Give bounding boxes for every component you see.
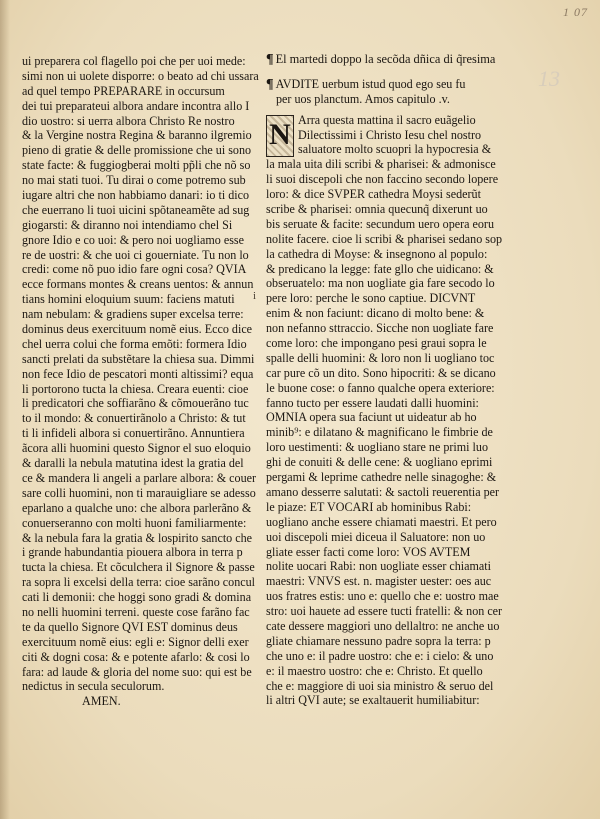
text-line: uoi discepoli miei diceua il Saluatore: non uo bbox=[266, 529, 486, 544]
sermon-heading-text: El martedi doppo la secõda dñica di q̃resima bbox=[275, 52, 496, 66]
left-column bbox=[22, 54, 258, 709]
text-line: conuerseranno con molti huoni familiarmente: bbox=[22, 515, 247, 530]
intro-line bbox=[266, 77, 516, 92]
text-line: chel uerra colui che forma emõti: formera Idio bbox=[22, 336, 247, 351]
text-line: obseruatelo: ma non uogliate gia fare secodo lo bbox=[266, 276, 495, 291]
pilcrow-mark: ¶ bbox=[266, 52, 274, 67]
text-line: citi & dogni cosa: & e potente afarlo: & cosi lo bbox=[22, 649, 250, 664]
text-line: ui preparera col flagello poi che per uoi mede: bbox=[22, 54, 246, 68]
text-line: bis seruate & facite: secundum uero opera eoru bbox=[266, 216, 495, 231]
text-line: gliate esser facti come loro: VOS AVTEM bbox=[266, 544, 471, 559]
text-line: uogliano anche essere chiamati maestri. Et pero bbox=[266, 514, 497, 529]
left-column-text bbox=[22, 54, 258, 694]
text-line: tians homini eloquium suum: faciens matuti bbox=[22, 292, 235, 307]
text-line: dei tui preparateui albora andare incontra allo I bbox=[22, 98, 250, 113]
text-line: gliate chiamare nessuno padre sopra la terra: p bbox=[266, 633, 491, 648]
text-line: maestri: VNVS est. n. magister uester: oes auc bbox=[266, 574, 492, 589]
text-line: te da quello Signore QVI EST dominus deus bbox=[22, 619, 238, 634]
text-line: enim & non faciunt: dicano di molto bene: & bbox=[266, 306, 485, 321]
text-line: nam nebulam: & gradiens super excelsa terre: bbox=[22, 307, 244, 322]
text-line: minib⁹: e dilatano & magnificano le fimbrie de bbox=[266, 425, 493, 440]
text-line: ãcora alli huomini questo Signor el suo eloquio bbox=[22, 441, 251, 456]
text-line: uos fratres estis: uno e: quello che e: uostro mae bbox=[266, 589, 499, 604]
initial-line: Arra questa mattina il sacro euãgelio bbox=[298, 112, 476, 127]
text-line: sare colli huomini, non ti marauigliare se adesso bbox=[22, 485, 256, 500]
text-line: sancti prelati da substẽtare la chiesa sua. Dimmi bbox=[22, 351, 255, 366]
text-line: non nefanno sttraccio. Sicche non uogliate fare bbox=[266, 321, 494, 336]
text-line: gnore Idio e co uoi: & pero noi uogliamo esse bbox=[22, 232, 245, 247]
text-line: le buone cose: o fanno qualche opera exteriore: bbox=[266, 380, 495, 395]
text-line: loro uestimenti: & uogliano stare ne primi luo bbox=[266, 440, 489, 455]
text-line: credi: come nõ puo idio fare ogni cosa? QVIA bbox=[22, 262, 247, 277]
right-column-text bbox=[266, 157, 516, 708]
text-line: spalle delli huomini: & loro non li uogliano toc bbox=[266, 350, 495, 365]
text-line: nedictus in secula seculorum. bbox=[22, 679, 165, 694]
text-line: amano desserre salutati: & sactoli reuerentia per bbox=[266, 484, 500, 499]
text-line: le piaze: ET VOCARI ab hominibus Rabi: bbox=[266, 499, 472, 514]
text-line: la mala uita dili scribi & pharisei: & admonisce bbox=[266, 157, 496, 172]
text-line: cati li demonii: che hoggi sono gradi & domina bbox=[22, 590, 252, 605]
text-line: li predicatori che soffiarãno & cõmouerãno tuc bbox=[22, 396, 249, 411]
text-line: nolite facere. cioe li scribi & pharisei sedano sop bbox=[266, 231, 503, 246]
text-line: che uno e: il padre uostro: che e: i cielo: & uno bbox=[266, 648, 494, 663]
text-line: ce & mandera li angeli a parlare albora: & couer bbox=[22, 470, 257, 485]
text-line: state facte: & fuggiogberai molti pp̃li che nõ so bbox=[22, 158, 251, 173]
text-line: re de uostri: & che uoi ci gouerniate. Tu non lo bbox=[22, 247, 249, 262]
text-line: stro: uoi hauete ad essere tucti fratelli: & non cer bbox=[266, 604, 503, 619]
text-line: fanno tucto per essere laudati dalli huomini: bbox=[266, 395, 479, 410]
text-line: i grande habundantia piouera albora in terra p bbox=[22, 545, 243, 560]
text-line: ra sopra li excelsi della terra: cioe sarãno concul bbox=[22, 575, 256, 590]
text-line: scribe & pharisei: omnia quecunq̃ dixerunt uo bbox=[266, 202, 488, 217]
intro-line: per uos planctum. Amos capitulo .v. bbox=[276, 91, 450, 106]
text-line: car pure cõ un dito. Sono hipocriti: & se dicano bbox=[266, 365, 496, 380]
text-line: dominus deus exercituum nomẽ eius. Ecco dice bbox=[22, 322, 253, 337]
text-line: exercituum nomẽ eius: egli e: Signor delli exer bbox=[22, 634, 249, 649]
text-line: simi non ui uolete disporre: o beato ad chi ussara bbox=[22, 68, 259, 83]
text-line: & daralli la nebula matutina idest la gratia del bbox=[22, 456, 244, 471]
text-line: che euerrano li tuoi uicini spõtaneamẽte ad sug bbox=[22, 202, 250, 217]
text-line: la cathedra di Moyse: & insegnono al populo: bbox=[266, 246, 488, 261]
text-line: che e: maggiore di uoi sia ministro & seruo del bbox=[266, 678, 494, 693]
text-line: to il mondo: & conuertirãnolo a Christo: & tut bbox=[22, 411, 246, 426]
text-line: iugare altri che non habbiamo danari: io ti dico bbox=[22, 188, 250, 203]
text-line: & predicano la legge: fate gllo che uidicano: & bbox=[266, 261, 494, 276]
folio-number: 1 07 bbox=[563, 5, 588, 19]
text-line: come loro: che impongano pesi graui sopra le bbox=[266, 336, 487, 351]
text-line: eparlano a qualche uno: che albora parlerãno & bbox=[22, 500, 252, 515]
text-line: e: il maestro uostro: che e: Christo. Et quello bbox=[266, 663, 483, 678]
pilcrow-mark: ¶ bbox=[266, 76, 274, 92]
text-line: cate dessere maggiori uno dellaltro: ne anche uo bbox=[266, 618, 500, 633]
intro-line-text: AVDITE uerbum istud quod ego seu fu bbox=[275, 76, 466, 91]
text-line: non fece Idio de pescatori monti altissimi? equa bbox=[22, 366, 254, 381]
heading-gap bbox=[266, 67, 516, 77]
margin-mark: i bbox=[253, 290, 257, 302]
initial-line: Dilectissimi i Christo Iesu chel nostro bbox=[298, 127, 482, 142]
sermon-heading bbox=[266, 52, 516, 67]
text-line: tucta la chiesa. Et cõculchera il Signore & passe bbox=[22, 560, 255, 575]
text-line: fara: ad laude & gloria del nome suo: qui est be bbox=[22, 664, 252, 679]
page-edge-shadow bbox=[0, 0, 10, 819]
text-line: ad quel tempo PREPARARE in occursum bbox=[22, 83, 225, 98]
text-line: dio uostro: si uerra albora Christo Re nostro bbox=[22, 113, 235, 128]
text-line: li portorono tucta la chiesa. Creara euenti: cioe bbox=[22, 381, 249, 396]
text-line: & la nebula fara la gratia & lospirito sancto che bbox=[22, 530, 253, 545]
initial-line: saluatore molto scuopri la hypocresia & bbox=[298, 142, 492, 157]
text-line: loro: & dice SVPER cathedra Moysi sederũt bbox=[266, 187, 481, 202]
text-line: ti li infideli albora si conuertirãno. Annuntiera bbox=[22, 426, 245, 441]
folio-stamp: 13 bbox=[538, 66, 560, 91]
text-line: ghi de conuiti & delle cene: & uogliano eprimi bbox=[266, 455, 493, 470]
text-line: pere loro: perche le sono captiue. DICVNT bbox=[266, 291, 476, 306]
initial-paragraph bbox=[266, 113, 516, 158]
right-column bbox=[266, 52, 516, 708]
text-line: ecce formans montes & creans uentos: & annun bbox=[22, 277, 254, 292]
initial-letter: N bbox=[269, 117, 291, 151]
text-line: li altri QVI aute; se exaltauerit humiliabitur: bbox=[266, 693, 480, 708]
text-line: li suoi discepoli che non faccino secondo lopere bbox=[266, 172, 499, 187]
text-line: giogarsti: & diranno noi intendiamo chel Si bbox=[22, 217, 233, 232]
text-line: no nelli huomini terreni. queste cose farãno fac bbox=[22, 604, 250, 619]
text-line: nolite uocari Rabi: non uogliate esser chiamati bbox=[266, 559, 492, 574]
amen-line: AMEN. bbox=[82, 694, 121, 709]
text-line: OMNIA opera sua faciunt ut uideatur ab ho bbox=[266, 410, 477, 425]
decorated-initial bbox=[266, 115, 294, 157]
text-line: no mai stati tuoi. Tu dirai o come potremo sub bbox=[22, 173, 246, 188]
text-line: & la Vergine nostra Regina & baranno ilgremio bbox=[22, 128, 252, 143]
text-line: pieno di gratie & delle promissione che ui sono bbox=[22, 143, 252, 158]
text-line: pergami & leprime cathedre nelle sinagoghe: & bbox=[266, 470, 497, 485]
